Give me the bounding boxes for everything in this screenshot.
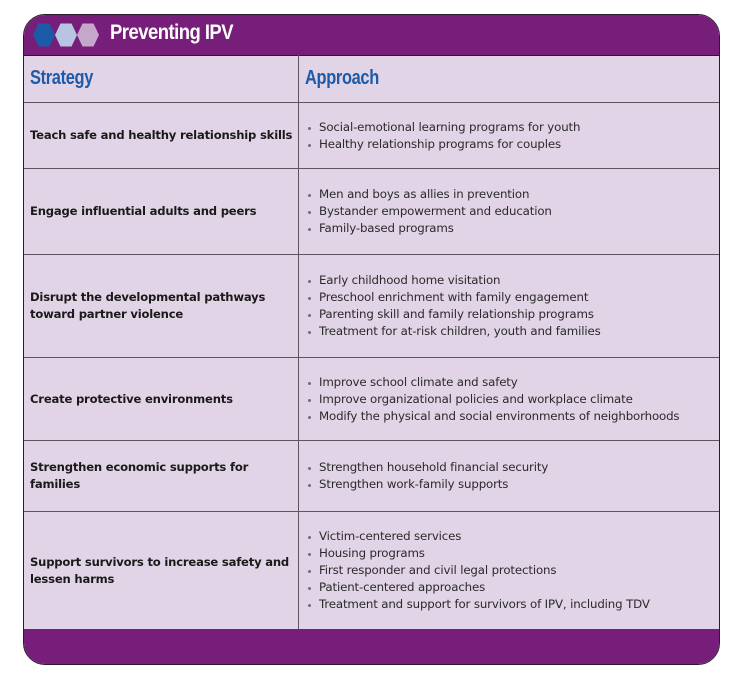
table-row bbox=[24, 512, 719, 630]
approach-cell bbox=[299, 255, 720, 358]
approach-item: Improve organizational policies and workplace climate bbox=[305, 391, 719, 408]
approach-cell bbox=[299, 441, 720, 512]
approach-item: Bystander empowerment and education bbox=[305, 203, 719, 220]
header-row bbox=[24, 55, 719, 103]
approach-item: Healthy relationship programs for couples bbox=[305, 136, 719, 153]
strategy-header-label: Strategy bbox=[30, 67, 94, 89]
strategy-cell: Disrupt the developmental pathways toward partner violence bbox=[24, 255, 299, 358]
card-title: Preventing IPV bbox=[110, 21, 234, 44]
approach-item: Social-emotional learning programs for youth bbox=[305, 119, 719, 136]
preventing-ipv-card bbox=[23, 14, 720, 665]
strategy-table bbox=[24, 55, 719, 630]
approach-item: Treatment and support for survivors of IPV, including TDV bbox=[305, 596, 719, 613]
approach-item: Improve school climate and safety bbox=[305, 374, 719, 391]
approach-item: Victim-centered services bbox=[305, 528, 719, 545]
approach-cell bbox=[299, 512, 720, 630]
title-banner bbox=[24, 15, 719, 56]
strategy-column-header bbox=[24, 55, 299, 103]
strategy-cell: Engage influential adults and peers bbox=[24, 169, 299, 255]
footer-band bbox=[24, 629, 719, 664]
approach-item: Patient-centered approaches bbox=[305, 579, 719, 596]
table-row bbox=[24, 358, 719, 441]
approach-item: Modify the physical and social environments of neighborhoods bbox=[305, 408, 719, 425]
approach-item: Housing programs bbox=[305, 545, 719, 562]
hexagon-icon-blue bbox=[33, 23, 55, 47]
approach-item: Family-based programs bbox=[305, 220, 719, 237]
approach-item: Strengthen household financial security bbox=[305, 459, 719, 476]
approach-item: Parenting skill and family relationship programs bbox=[305, 306, 719, 323]
strategy-cell: Strengthen economic supports for families bbox=[24, 441, 299, 512]
strategy-cell: Support survivors to increase safety and lessen harms bbox=[24, 512, 299, 630]
hexagon-icon-lilac bbox=[77, 23, 99, 47]
strategy-cell: Create protective environments bbox=[24, 358, 299, 441]
table-row bbox=[24, 169, 719, 255]
hexagon-icon-light-blue bbox=[55, 23, 77, 47]
table-row bbox=[24, 441, 719, 512]
strategy-cell: Teach safe and healthy relationship skills bbox=[24, 103, 299, 169]
approach-cell bbox=[299, 103, 720, 169]
approach-item: Men and boys as allies in prevention bbox=[305, 186, 719, 203]
approach-item: Early childhood home visitation bbox=[305, 272, 719, 289]
approach-item: Strengthen work-family supports bbox=[305, 476, 719, 493]
approach-item: First responder and civil legal protections bbox=[305, 562, 719, 579]
approach-item: Preschool enrichment with family engagement bbox=[305, 289, 719, 306]
approach-header-label: Approach bbox=[305, 67, 379, 89]
approach-item: Treatment for at-risk children, youth and families bbox=[305, 323, 719, 340]
table-row bbox=[24, 255, 719, 358]
approach-cell bbox=[299, 358, 720, 441]
table-row bbox=[24, 103, 719, 169]
approach-column-header bbox=[299, 55, 720, 103]
hexagon-icon-group bbox=[33, 23, 99, 47]
approach-cell bbox=[299, 169, 720, 255]
